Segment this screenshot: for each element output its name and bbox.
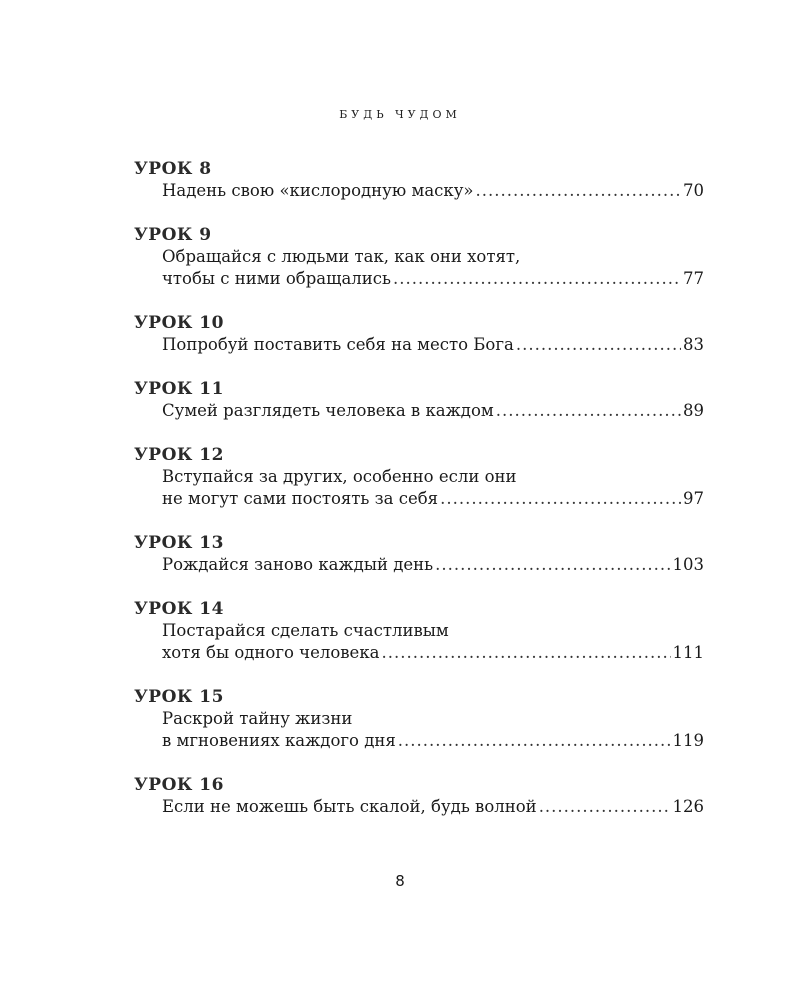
lesson-title-text: Надень свою «кислородную маску»: [162, 181, 474, 200]
toc-page-number: 89: [683, 401, 704, 420]
lesson-label: УРОК 8: [134, 159, 212, 179]
dot-leader: [496, 400, 681, 422]
lesson-title-text: в мгновениях каждого дня: [162, 731, 396, 750]
lesson-title-text: Рождайся заново каждый день: [162, 555, 434, 574]
lesson-title: [134, 180, 704, 202]
lesson-title: [134, 334, 704, 356]
lesson-title-line: Обращайся с людьми так, как они хотят,: [162, 247, 521, 266]
toc-entry: [134, 378, 704, 422]
lesson-label: УРОК 9: [134, 225, 212, 245]
toc-page-number: 70: [683, 181, 704, 200]
dot-leader: [516, 334, 681, 356]
lesson-title-line: [162, 334, 704, 356]
lesson-title-line: [162, 180, 704, 202]
lesson-title: [134, 400, 704, 422]
lesson-title-line: [162, 268, 704, 290]
lesson-title-text: хотя бы одного человека: [162, 643, 380, 662]
toc-page-number: 97: [683, 489, 704, 508]
lesson-title-line: [162, 796, 704, 818]
dot-leader: [440, 488, 681, 510]
running-head: БУДЬ ЧУДОМ: [339, 108, 461, 121]
lesson-label: УРОК 14: [134, 599, 224, 619]
toc-page-number: 119: [672, 731, 704, 750]
toc-entry: [134, 312, 704, 356]
lesson-title-line: Вступайся за других, особенно если они: [162, 467, 517, 486]
lesson-title: [134, 708, 704, 752]
lesson-label: УРОК 15: [134, 687, 224, 707]
table-of-contents: [134, 158, 704, 840]
dot-leader: [398, 730, 671, 752]
lesson-title-text: не могут сами постоять за себя: [162, 489, 439, 508]
dot-leader: [539, 796, 671, 818]
lesson-title: [134, 620, 704, 664]
lesson-title-text: Попробуй поставить себя на место Бога: [162, 335, 514, 354]
toc-entry: [134, 686, 704, 752]
lesson-title-line: [162, 488, 704, 510]
lesson-title-text: Если не можешь быть скалой, будь волной: [162, 797, 537, 816]
lesson-title: [134, 246, 704, 290]
toc-page-number: 111: [672, 643, 704, 662]
lesson-label: УРОК 10: [134, 313, 224, 333]
dot-leader: [381, 642, 670, 664]
toc-entry: [134, 224, 704, 290]
toc-entry: [134, 532, 704, 576]
lesson-title: [134, 466, 704, 510]
lesson-title-line: Постарайся сделать счастливым: [162, 621, 449, 640]
lesson-label: УРОК 13: [134, 533, 224, 553]
toc-entry: [134, 444, 704, 510]
page-number: 8: [395, 872, 405, 890]
toc-entry: [134, 774, 704, 818]
toc-page-number: 126: [672, 797, 704, 816]
toc-page-number: 103: [672, 555, 704, 574]
lesson-title-line: Раскрой тайну жизни: [162, 709, 353, 728]
toc-page-number: 83: [683, 335, 704, 354]
dot-leader: [435, 554, 670, 576]
lesson-title-line: [162, 400, 704, 422]
lesson-title-text: Сумей разглядеть человека в каждом: [162, 401, 494, 420]
toc-page-number: 77: [683, 269, 704, 288]
lesson-title-line: [162, 730, 704, 752]
lesson-label: УРОК 11: [134, 379, 224, 399]
toc-entry: [134, 598, 704, 664]
lesson-title-line: [162, 554, 704, 576]
lesson-title-line: [162, 642, 704, 664]
dot-leader: [393, 268, 681, 290]
lesson-title-text: чтобы с ними обращались: [162, 269, 391, 288]
lesson-title: [134, 554, 704, 576]
toc-entry: [134, 158, 704, 202]
lesson-title: [134, 796, 704, 818]
lesson-label: УРОК 12: [134, 445, 224, 465]
lesson-label: УРОК 16: [134, 775, 224, 795]
dot-leader: [476, 180, 681, 202]
